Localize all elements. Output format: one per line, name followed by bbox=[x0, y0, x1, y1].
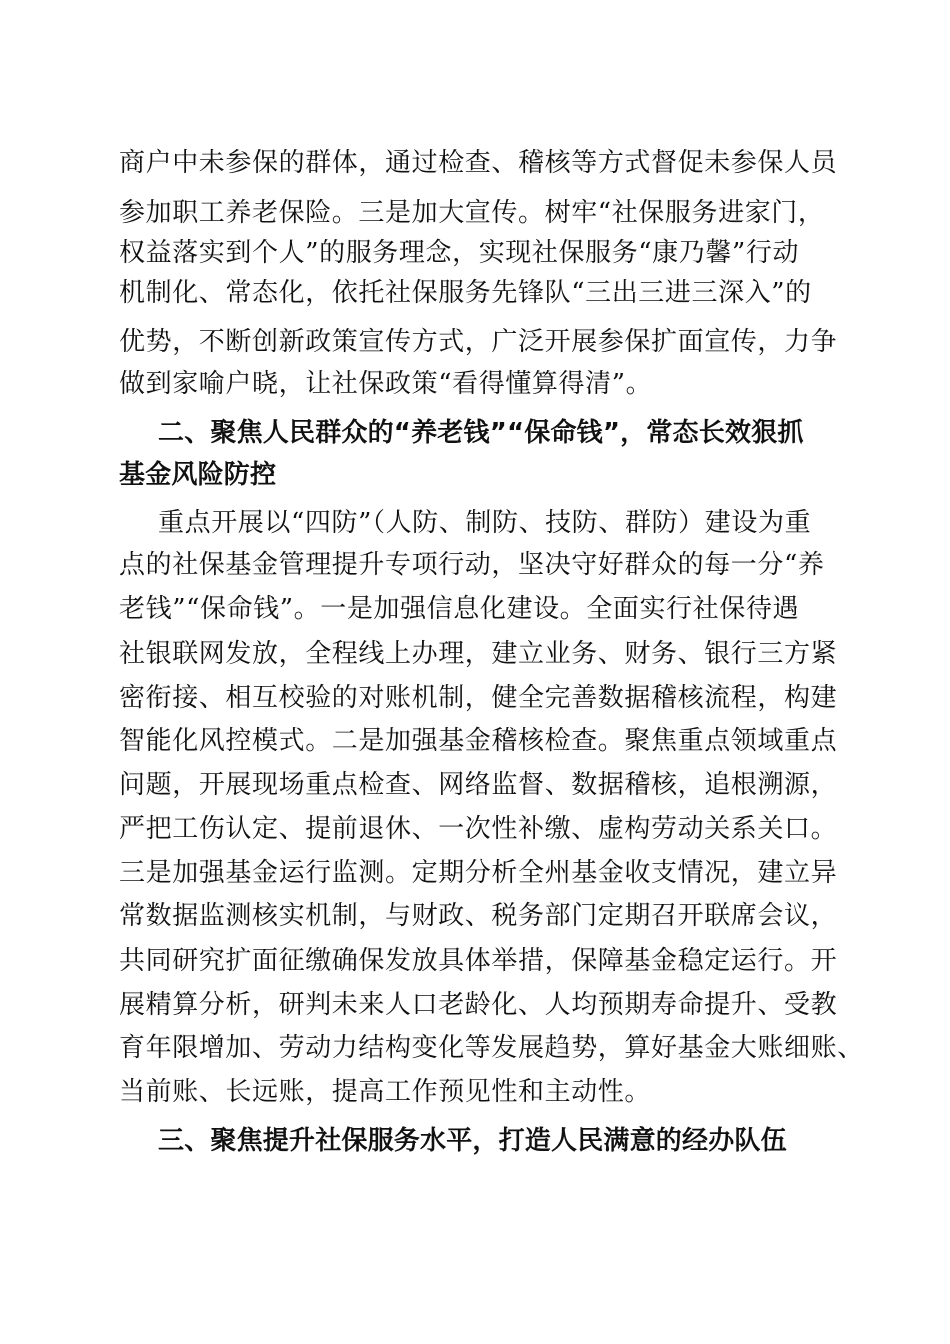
body-line: 老钱”“保命钱”。一是加强信息化建设。全面实行社保待遇 bbox=[119, 594, 800, 624]
body-line: 参加职工养老保险。三是加大宣传。树牢“社保服务进家门， bbox=[119, 198, 825, 228]
body-line: 问题，开展现场重点检查、网络监督、数据稽核，追根溯源， bbox=[119, 770, 838, 800]
body-line: 密衔接、相互校验的对账机制，健全完善数据稽核流程，构建 bbox=[119, 683, 838, 713]
section-heading: 三、聚焦提升社保服务水平，打造人民满意的经办队伍 bbox=[158, 1126, 787, 1156]
body-line: 商户中未参保的群体，通过检查、稽核等方式督促未参保人员 bbox=[119, 148, 838, 178]
section-heading: 二、聚焦人民群众的“养老钱”“保命钱”，常态长效狠抓 bbox=[158, 418, 804, 448]
body-line: 当前账、长远账，提高工作预见性和主动性。 bbox=[119, 1077, 652, 1107]
body-line: 育年限增加、劳动力结构变化等发展趋势，算好基金大账细账、 bbox=[119, 1033, 864, 1063]
body-line: 智能化风控模式。二是加强基金稽核检查。聚焦重点领域重点 bbox=[119, 726, 838, 756]
paragraph-first-line: 重点开展以“四防”（人防、制防、技防、群防）建设为重 bbox=[158, 508, 812, 538]
body-line: 严把工伤认定、提前退休、一次性补缴、虚构劳动关系关口。 bbox=[119, 814, 838, 844]
body-line: 展精算分析，研判未来人口老龄化、人均预期寿命提升、受教 bbox=[119, 990, 838, 1020]
body-line: 做到家喻户晓，让社保政策“看得懂算得清”。 bbox=[119, 369, 653, 399]
body-line: 社银联网发放，全程线上办理，建立业务、财务、银行三方紧 bbox=[119, 639, 838, 669]
body-line: 优势，不断创新政策宣传方式，广泛开展参保扩面宣传，力争 bbox=[119, 327, 838, 357]
body-line: 权益落实到个人”的服务理念，实现社保服务“康乃馨”行动 bbox=[119, 238, 800, 268]
body-line: 常数据监测核实机制，与财政、税务部门定期召开联席会议， bbox=[119, 901, 838, 931]
body-line: 共同研究扩面征缴确保发放具体举措，保障基金稳定运行。开 bbox=[119, 946, 838, 976]
body-line: 机制化、常态化，依托社保服务先锋队“三出三进三深入”的 bbox=[119, 278, 812, 308]
section-heading: 基金风险防控 bbox=[119, 460, 277, 490]
body-line: 三是加强基金运行监测。定期分析全州基金收支情况，建立异 bbox=[119, 858, 838, 888]
body-line: 点的社保基金管理提升专项行动，坚决守好群众的每一分“养 bbox=[119, 550, 825, 580]
